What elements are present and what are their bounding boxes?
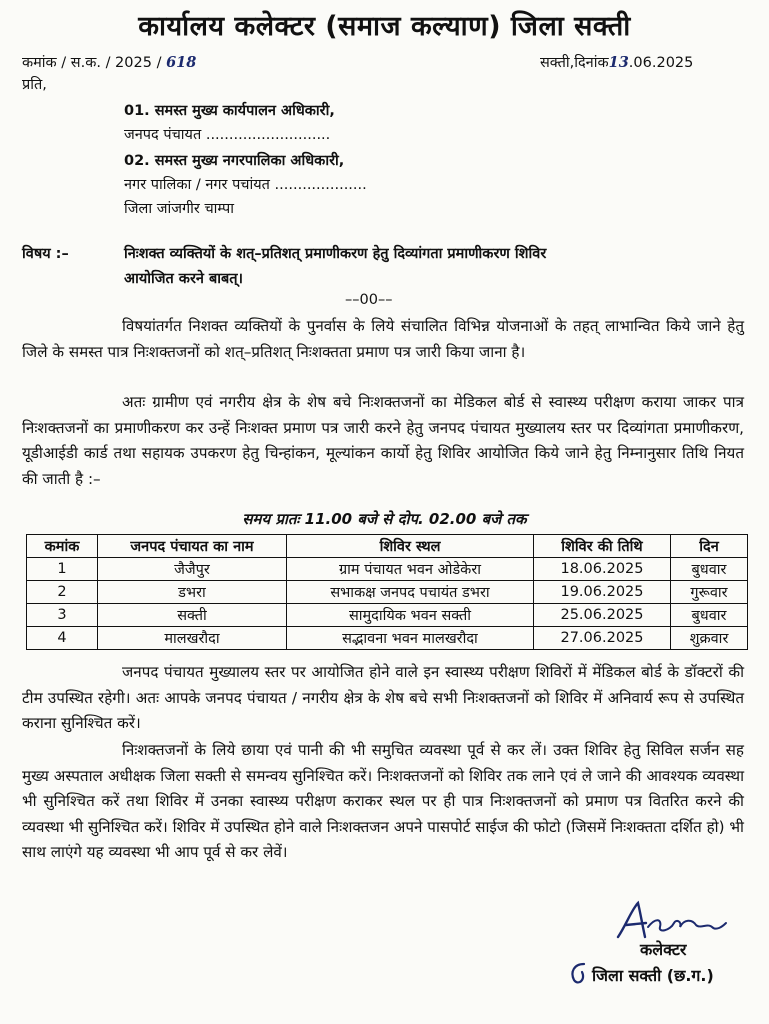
office-title: कार्यालय कलेक्टर (समाज कल्याण) जिला सक्ती <box>138 11 631 42</box>
cell-serial: 1 <box>27 558 98 581</box>
table-row <box>27 558 748 581</box>
table-header-row <box>27 535 748 558</box>
designation: कलेक्टर <box>640 940 687 959</box>
cell-day: शुक्रवार <box>671 627 748 650</box>
location: जिला सक्ती (छ.ग.) <box>592 966 714 985</box>
timing-line: समय प्रातः 11.00 बजे से दोप. 02.00 बजे तक <box>242 510 527 528</box>
cell-serial: 2 <box>27 581 98 604</box>
separator: ––00–– <box>345 292 393 308</box>
header-date: शिविर की तिथि <box>534 535 671 558</box>
initial-mark <box>566 960 590 986</box>
recipient-1-line-1: 01. समस्त मुख्य कार्यपालन अधिकारी, <box>124 103 335 119</box>
recipient-2-line-3: जिला जांजगीर चाम्पा <box>124 201 235 217</box>
cell-janpad: डभरा <box>98 581 287 604</box>
to-label: प्रति, <box>22 77 47 93</box>
cell-date: 25.06.2025 <box>534 604 671 627</box>
cell-day: बुधवार <box>671 604 748 627</box>
header-venue: शिविर स्थल <box>287 535 534 558</box>
reference-line <box>22 52 196 72</box>
header-serial: कमांक <box>27 535 98 558</box>
paragraph-1: विषयांतर्गत निशक्त व्यक्तियों के पुनर्वास के लिये संचालित विभिन्न योजनाओं के तहत् लाभान्वित किये जाने हेतु जिले के समस्त पात्र निःशक्तजनों को शत्–प्रतिशत् निःशक्तता प्रमाण पत्र जारी किया जाना है। <box>22 317 744 361</box>
camp-schedule-table <box>26 534 748 650</box>
cell-serial: 4 <box>27 627 98 650</box>
cell-janpad: सक्ती <box>98 604 287 627</box>
cell-day: बुधवार <box>671 558 748 581</box>
cell-janpad: मालखरौदा <box>98 627 287 650</box>
cell-venue: ग्राम पंचायत भवन ओडेकेरा <box>287 558 534 581</box>
subject-label: विषय :– <box>22 246 69 262</box>
subject-line-1: निःशक्त व्यक्तियों के शत्–प्रतिशत् प्रमाणीकरण हेतु दिव्यांगता प्रमाणीकरण शिविर <box>124 246 547 262</box>
cell-serial: 3 <box>27 604 98 627</box>
place-date <box>540 52 693 72</box>
date-day: 13 <box>608 54 629 71</box>
cell-date: 18.06.2025 <box>534 558 671 581</box>
header-janpad: जनपद पंचायत का नाम <box>98 535 287 558</box>
cell-venue: सामुदायिक भवन सक्ती <box>287 604 534 627</box>
cell-venue: सभाकक्ष जनपद पचायंत डभरा <box>287 581 534 604</box>
cell-date: 27.06.2025 <box>534 627 671 650</box>
table-row <box>27 627 748 650</box>
recipient-1-line-2: जनपद पंचायत ........................... <box>124 127 331 143</box>
recipient-2-line-2: नगर पालिका / नगर पचांयत .................... <box>124 177 367 193</box>
cell-janpad: जैजैपुर <box>98 558 287 581</box>
cell-venue: सद्भावना भवन मालखरौदा <box>287 627 534 650</box>
date-rest: .06.2025 <box>628 55 694 71</box>
header-day: दिन <box>671 535 748 558</box>
subject-line-2: आयोजित करने बाबत्। <box>124 271 244 287</box>
cell-day: गुरूवार <box>671 581 748 604</box>
table-row <box>27 581 748 604</box>
paragraph-4: निःशक्तजनों के लिये छाया एवं पानी की भी समुचित व्यवस्था पूर्व से कर लें। उक्त शिविर हेतु सिविल सर्जन सह मुख्य अस्पताल अधीक्षक जिला सक्ती से समन्वय सुनिश्चित करें। निःशक्तजनों को शिविर तक लाने एवं ले जाने की आवश्यक व्यवस्था भी सुनिश्चित करें तथा शिविर में उनका स्वास्थ्य परीक्षण कराकर स्थल पर ही पात्र निःशक्तजनों को प्रमाण पत्र वितरित करने की व्यवस्था भी सुनिश्चित करें। शिविर में उपस्थित होने वाले निःशक्तजन अपने पासपोर्ट साईज की फोटो (जिसमें निःशक्तता दर्शित हो) भी साथ लाएंगे यह व्यवस्था भी आप पूर्व से कर लेवें। <box>22 741 745 861</box>
reference-label: कमांक / स.क. / 2025 / <box>22 55 162 71</box>
cell-date: 19.06.2025 <box>534 581 671 604</box>
recipient-2-line-1: 02. समस्त मुख्य नगरपालिका अधिकारी, <box>124 153 345 169</box>
paragraph-3: जनपद पंचायत मुख्यालय स्तर पर आयोजित होने वाले इन स्वास्थ्य परीक्षण शिविरों में मेंडिकल बोर्ड के डॉक्टरों की टीम उपस्थित रहेगी। अतः आपके जनपद पंचायत / नगरीय क्षेत्र के शेष बचे सभी निःशक्तजनों को शिविर में अनिवार्य रूप से उपस्थित कराना सुनिश्चित करें। <box>22 663 744 732</box>
table-row <box>27 604 748 627</box>
reference-number: 618 <box>166 54 197 71</box>
place-date-label: सक्ती,दिनांक <box>540 55 609 71</box>
paragraph-2: अतः ग्रामीण एवं नगरीय क्षेत्र के शेष बचे निःशक्तजनों का मेडिकल बोर्ड से स्वास्थ्य परीक्षण कराया जाकर पात्र निःशक्तजनों का प्रमाणीकरण कर उन्हें निःशक्त प्रमाण पत्र जारी करने हेतु जनपद पंचायत मुख्यालय स्तर पर दिव्यांगता प्रमाणीकरण, यूडीआईडी कार्ड तथा सहायक उपकरण हेतु चिन्हांकन, मूल्यांकन कार्यो हेतु शिविर आयोजित किये जाने हेतु निम्नानुसार तिथि नियत की जाती है :– <box>22 393 744 488</box>
